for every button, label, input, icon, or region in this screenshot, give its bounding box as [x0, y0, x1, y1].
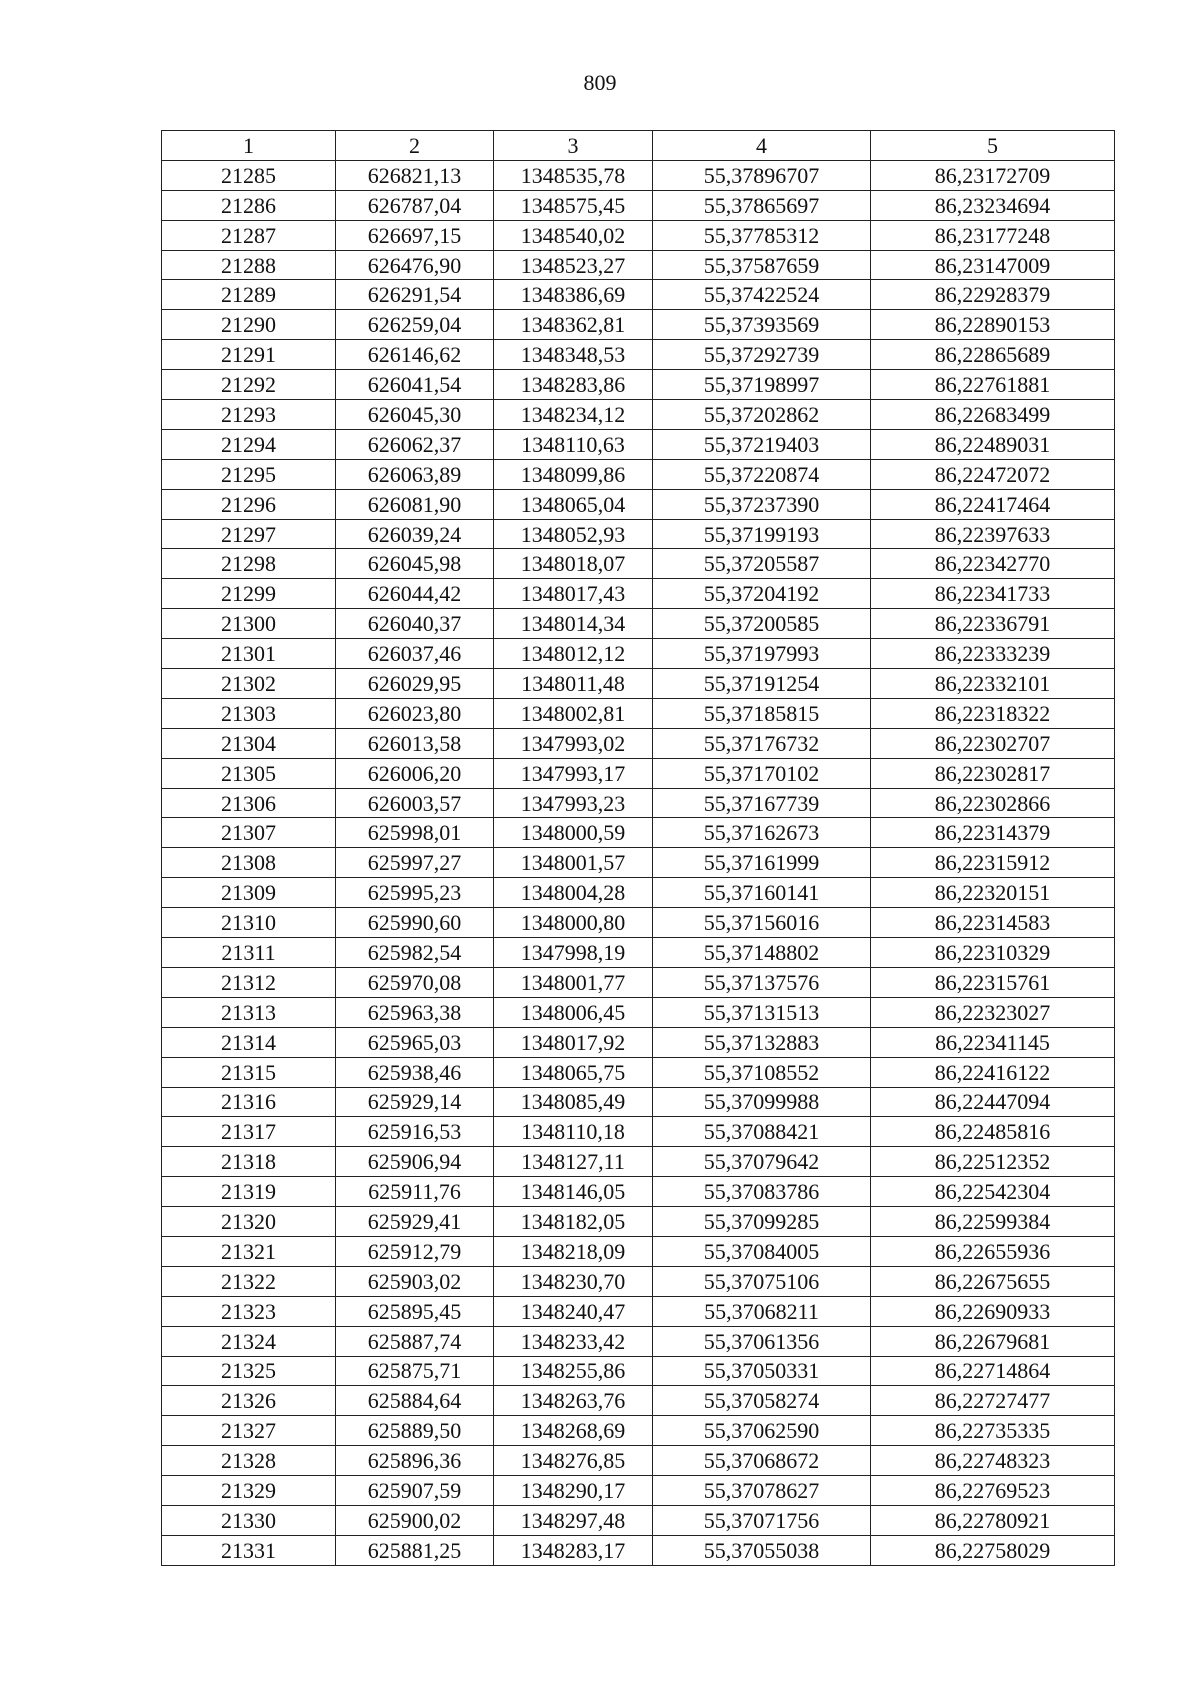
- table-cell-col-2: 625938,46: [336, 1057, 494, 1087]
- table-cell-col-3: 1348182,05: [494, 1207, 653, 1237]
- table-cell-col-1: 21308: [162, 848, 336, 878]
- table-cell-col-3: 1348575,45: [494, 190, 653, 220]
- table-cell-col-4: 55,37162673: [653, 818, 871, 848]
- table-cell-col-4: 55,37161999: [653, 848, 871, 878]
- table-cell-col-5: 86,22489031: [871, 429, 1115, 459]
- table-cell-col-3: 1348052,93: [494, 519, 653, 549]
- table-cell-col-1: 21331: [162, 1535, 336, 1565]
- table-cell-col-1: 21291: [162, 340, 336, 370]
- table-row: [162, 609, 1115, 639]
- table-cell-col-4: 55,37292739: [653, 340, 871, 370]
- table-cell-col-4: 55,37108552: [653, 1057, 871, 1087]
- table-cell-col-2: 625982,54: [336, 938, 494, 968]
- table-cell-col-1: 21299: [162, 579, 336, 609]
- table-cell-col-4: 55,37865697: [653, 190, 871, 220]
- table-cell-col-5: 86,22314583: [871, 908, 1115, 938]
- table-cell-col-4: 55,37422524: [653, 280, 871, 310]
- table-cell-col-1: 21327: [162, 1416, 336, 1446]
- table-cell-col-3: 1348127,11: [494, 1147, 653, 1177]
- header-row: [162, 131, 1115, 161]
- table-cell-col-2: 626003,57: [336, 788, 494, 818]
- table-cell-col-3: 1348283,17: [494, 1535, 653, 1565]
- table-cell-col-5: 86,22397633: [871, 519, 1115, 549]
- table-cell-col-2: 626037,46: [336, 639, 494, 669]
- table-cell-col-5: 86,22318322: [871, 698, 1115, 728]
- table-row: [162, 1057, 1115, 1087]
- table-cell-col-5: 86,22323027: [871, 997, 1115, 1027]
- table-cell-col-4: 55,37202862: [653, 400, 871, 430]
- table-cell-col-2: 626146,62: [336, 340, 494, 370]
- table-cell-col-1: 21286: [162, 190, 336, 220]
- table-cell-col-1: 21293: [162, 400, 336, 430]
- table-cell-col-5: 86,22485816: [871, 1117, 1115, 1147]
- table-cell-col-4: 55,37099285: [653, 1207, 871, 1237]
- table-cell-col-1: 21329: [162, 1476, 336, 1506]
- table-cell-col-3: 1348255,86: [494, 1356, 653, 1386]
- table-cell-col-5: 86,22735335: [871, 1416, 1115, 1446]
- table-cell-col-5: 86,22748323: [871, 1446, 1115, 1476]
- page-number: 809: [583, 70, 617, 95]
- table-row: [162, 1087, 1115, 1117]
- table-cell-col-3: 1348099,86: [494, 459, 653, 489]
- table-cell-col-2: 625884,64: [336, 1386, 494, 1416]
- table-cell-col-3: 1348290,17: [494, 1476, 653, 1506]
- table-cell-col-2: 625875,71: [336, 1356, 494, 1386]
- table-cell-col-1: 21316: [162, 1087, 336, 1117]
- table-row: [162, 1177, 1115, 1207]
- table-cell-col-1: 21301: [162, 639, 336, 669]
- table-cell-col-5: 86,22865689: [871, 340, 1115, 370]
- table-row: [162, 220, 1115, 250]
- table-cell-col-5: 86,22890153: [871, 310, 1115, 340]
- table-cell-col-1: 21309: [162, 878, 336, 908]
- table-cell-col-4: 55,37137576: [653, 967, 871, 997]
- table-cell-col-5: 86,22727477: [871, 1386, 1115, 1416]
- table-cell-col-2: 626787,04: [336, 190, 494, 220]
- table-cell-col-2: 625887,74: [336, 1326, 494, 1356]
- table-cell-col-3: 1348018,07: [494, 549, 653, 579]
- table-cell-col-3: 1348004,28: [494, 878, 653, 908]
- table-cell-col-2: 625970,08: [336, 967, 494, 997]
- table-cell-col-5: 86,22599384: [871, 1207, 1115, 1237]
- table-cell-col-3: 1348535,78: [494, 160, 653, 190]
- table-cell-col-3: 1348234,12: [494, 400, 653, 430]
- table-row: [162, 160, 1115, 190]
- table-cell-col-1: 21297: [162, 519, 336, 549]
- table-cell-col-2: 625911,76: [336, 1177, 494, 1207]
- table-cell-col-5: 86,23172709: [871, 160, 1115, 190]
- table-row: [162, 459, 1115, 489]
- table-cell-col-4: 55,37587659: [653, 250, 871, 280]
- table-cell-col-3: 1348001,77: [494, 967, 653, 997]
- table-header: [162, 131, 1115, 161]
- table-cell-col-3: 1348012,12: [494, 639, 653, 669]
- table-row: [162, 728, 1115, 758]
- table-cell-col-4: 55,37393569: [653, 310, 871, 340]
- table-row: [162, 938, 1115, 968]
- table-cell-col-3: 1348002,81: [494, 698, 653, 728]
- table-cell-col-1: 21298: [162, 549, 336, 579]
- table-row: [162, 280, 1115, 310]
- table-cell-col-1: 21323: [162, 1296, 336, 1326]
- table-cell-col-2: 625900,02: [336, 1505, 494, 1535]
- table-cell-col-1: 21322: [162, 1266, 336, 1296]
- table-cell-col-4: 55,37191254: [653, 669, 871, 699]
- table-cell-col-4: 55,37170102: [653, 758, 871, 788]
- table-cell-col-5: 86,22302866: [871, 788, 1115, 818]
- table-cell-col-2: 625903,02: [336, 1266, 494, 1296]
- table-cell-col-2: 625998,01: [336, 818, 494, 848]
- table-cell-col-4: 55,37156016: [653, 908, 871, 938]
- table-cell-col-3: 1348268,69: [494, 1416, 653, 1446]
- table-row: [162, 1356, 1115, 1386]
- table-cell-col-2: 625906,94: [336, 1147, 494, 1177]
- table-cell-col-3: 1348540,02: [494, 220, 653, 250]
- table-cell-col-4: 55,37896707: [653, 160, 871, 190]
- table-cell-col-2: 626029,95: [336, 669, 494, 699]
- table-cell-col-4: 55,37160141: [653, 878, 871, 908]
- table-cell-col-4: 55,37205587: [653, 549, 871, 579]
- table-cell-col-4: 55,37075106: [653, 1266, 871, 1296]
- table-cell-col-1: 21307: [162, 818, 336, 848]
- table-row: [162, 250, 1115, 280]
- table-cell-col-1: 21289: [162, 280, 336, 310]
- table-cell-col-4: 55,37185815: [653, 698, 871, 728]
- table-cell-col-3: 1348283,86: [494, 370, 653, 400]
- table-cell-col-4: 55,37083786: [653, 1177, 871, 1207]
- table-cell-col-4: 55,37197993: [653, 639, 871, 669]
- table-cell-col-5: 86,22341733: [871, 579, 1115, 609]
- table-cell-col-1: 21314: [162, 1027, 336, 1057]
- table-cell-col-3: 1348218,09: [494, 1236, 653, 1266]
- table-cell-col-2: 625929,14: [336, 1087, 494, 1117]
- table-cell-col-4: 55,37131513: [653, 997, 871, 1027]
- table-cell-col-2: 626013,58: [336, 728, 494, 758]
- table-cell-col-4: 55,37058274: [653, 1386, 871, 1416]
- table-cell-col-1: 21294: [162, 429, 336, 459]
- table-row: [162, 1147, 1115, 1177]
- table-cell-col-1: 21321: [162, 1236, 336, 1266]
- table-cell-col-3: 1348085,49: [494, 1087, 653, 1117]
- table-cell-col-2: 626044,42: [336, 579, 494, 609]
- table-cell-col-3: 1347993,02: [494, 728, 653, 758]
- table-cell-col-2: 625997,27: [336, 848, 494, 878]
- table-cell-col-4: 55,37078627: [653, 1476, 871, 1506]
- table-row: [162, 489, 1115, 519]
- table-cell-col-3: 1348011,48: [494, 669, 653, 699]
- table-row: [162, 967, 1115, 997]
- table-cell-col-1: 21315: [162, 1057, 336, 1087]
- table-cell-col-2: 626039,24: [336, 519, 494, 549]
- table-row: [162, 1446, 1115, 1476]
- table-cell-col-5: 86,22714864: [871, 1356, 1115, 1386]
- table-row: [162, 1535, 1115, 1565]
- table-cell-col-1: 21288: [162, 250, 336, 280]
- table-row: [162, 878, 1115, 908]
- table-cell-col-4: 55,37088421: [653, 1117, 871, 1147]
- table-cell-col-4: 55,37198997: [653, 370, 871, 400]
- table-cell-col-3: 1348006,45: [494, 997, 653, 1027]
- column-header-3: 3: [494, 131, 653, 161]
- table-cell-col-5: 86,22447094: [871, 1087, 1115, 1117]
- table-cell-col-5: 86,22683499: [871, 400, 1115, 430]
- table-cell-col-3: 1348362,81: [494, 310, 653, 340]
- table-cell-col-5: 86,22769523: [871, 1476, 1115, 1506]
- table-cell-col-4: 55,37050331: [653, 1356, 871, 1386]
- table-row: [162, 1296, 1115, 1326]
- table-cell-col-4: 55,37062590: [653, 1416, 871, 1446]
- table-cell-col-4: 55,37204192: [653, 579, 871, 609]
- table-cell-col-5: 86,22315761: [871, 967, 1115, 997]
- table-cell-col-3: 1348017,92: [494, 1027, 653, 1057]
- table-cell-col-2: 626041,54: [336, 370, 494, 400]
- table-cell-col-5: 86,22315912: [871, 848, 1115, 878]
- table-cell-col-5: 86,22416122: [871, 1057, 1115, 1087]
- table-row: [162, 370, 1115, 400]
- table-cell-col-1: 21317: [162, 1117, 336, 1147]
- table-cell-col-2: 626476,90: [336, 250, 494, 280]
- table-row: [162, 579, 1115, 609]
- table-cell-col-5: 86,22302707: [871, 728, 1115, 758]
- table-cell-col-3: 1347993,17: [494, 758, 653, 788]
- table-cell-col-3: 1348276,85: [494, 1446, 653, 1476]
- column-header-4: 4: [653, 131, 871, 161]
- table-cell-col-2: 625995,23: [336, 878, 494, 908]
- table-cell-col-5: 86,22320151: [871, 878, 1115, 908]
- table-cell-col-5: 86,23234694: [871, 190, 1115, 220]
- table-cell-col-5: 86,22928379: [871, 280, 1115, 310]
- table-cell-col-2: 626063,89: [336, 459, 494, 489]
- table-cell-col-3: 1348263,76: [494, 1386, 653, 1416]
- table-cell-col-1: 21310: [162, 908, 336, 938]
- table-cell-col-4: 55,37068672: [653, 1446, 871, 1476]
- table-row: [162, 1207, 1115, 1237]
- table-cell-col-2: 626821,13: [336, 160, 494, 190]
- table-cell-col-2: 625990,60: [336, 908, 494, 938]
- table-cell-col-5: 86,22302817: [871, 758, 1115, 788]
- table-row: [162, 1266, 1115, 1296]
- table-cell-col-2: 625881,25: [336, 1535, 494, 1565]
- table-cell-col-4: 55,37237390: [653, 489, 871, 519]
- table-cell-col-4: 55,37199193: [653, 519, 871, 549]
- table-row: [162, 400, 1115, 430]
- table-cell-col-2: 626045,98: [336, 549, 494, 579]
- table-cell-col-4: 55,37220874: [653, 459, 871, 489]
- table-cell-col-1: 21311: [162, 938, 336, 968]
- table-cell-col-3: 1348230,70: [494, 1266, 653, 1296]
- table-cell-col-5: 86,22472072: [871, 459, 1115, 489]
- table-cell-col-4: 55,37132883: [653, 1027, 871, 1057]
- table-cell-col-4: 55,37068211: [653, 1296, 871, 1326]
- table-cell-col-2: 625907,59: [336, 1476, 494, 1506]
- table-cell-col-3: 1348523,27: [494, 250, 653, 280]
- table-cell-col-4: 55,37084005: [653, 1236, 871, 1266]
- table-cell-col-2: 626040,37: [336, 609, 494, 639]
- table-cell-col-3: 1348146,05: [494, 1177, 653, 1207]
- table-cell-col-1: 21304: [162, 728, 336, 758]
- table-cell-col-1: 21302: [162, 669, 336, 699]
- table-cell-col-4: 55,37200585: [653, 609, 871, 639]
- table-row: [162, 310, 1115, 340]
- table-cell-col-2: 626081,90: [336, 489, 494, 519]
- table-cell-col-5: 86,22332101: [871, 669, 1115, 699]
- table-cell-col-2: 625916,53: [336, 1117, 494, 1147]
- table-cell-col-3: 1348001,57: [494, 848, 653, 878]
- table-cell-col-4: 55,37079642: [653, 1147, 871, 1177]
- table-cell-col-2: 625963,38: [336, 997, 494, 1027]
- table-cell-col-2: 626006,20: [336, 758, 494, 788]
- table-cell-col-3: 1348000,59: [494, 818, 653, 848]
- table-cell-col-1: 21312: [162, 967, 336, 997]
- table-cell-col-3: 1348017,43: [494, 579, 653, 609]
- table-cell-col-2: 626045,30: [336, 400, 494, 430]
- table-cell-col-4: 55,37071756: [653, 1505, 871, 1535]
- table-cell-col-1: 21318: [162, 1147, 336, 1177]
- table-cell-col-3: 1348065,75: [494, 1057, 653, 1087]
- table-cell-col-1: 21330: [162, 1505, 336, 1535]
- table-cell-col-5: 86,22512352: [871, 1147, 1115, 1177]
- table-cell-col-3: 1348348,53: [494, 340, 653, 370]
- table-cell-col-3: 1347993,23: [494, 788, 653, 818]
- table-cell-col-3: 1348297,48: [494, 1505, 653, 1535]
- table-row: [162, 519, 1115, 549]
- table-cell-col-3: 1348240,47: [494, 1296, 653, 1326]
- table-cell-col-5: 86,22675655: [871, 1266, 1115, 1296]
- table-cell-col-5: 86,22690933: [871, 1296, 1115, 1326]
- table-body: [162, 160, 1115, 1565]
- table-cell-col-5: 86,23147009: [871, 250, 1115, 280]
- table-cell-col-5: 86,22758029: [871, 1535, 1115, 1565]
- table-cell-col-5: 86,22679681: [871, 1326, 1115, 1356]
- table-row: [162, 1505, 1115, 1535]
- table-cell-col-5: 86,22342770: [871, 549, 1115, 579]
- table-cell-col-1: 21313: [162, 997, 336, 1027]
- table-row: [162, 429, 1115, 459]
- table-cell-col-4: 55,37061356: [653, 1326, 871, 1356]
- table-cell-col-1: 21295: [162, 459, 336, 489]
- table-cell-col-3: 1348233,42: [494, 1326, 653, 1356]
- table-cell-col-5: 86,22542304: [871, 1177, 1115, 1207]
- table-cell-col-4: 55,37148802: [653, 938, 871, 968]
- table-cell-col-2: 626062,37: [336, 429, 494, 459]
- table-row: [162, 669, 1115, 699]
- table-row: [162, 1386, 1115, 1416]
- table-row: [162, 1236, 1115, 1266]
- table-row: [162, 190, 1115, 220]
- table-cell-col-2: 626259,04: [336, 310, 494, 340]
- table-cell-col-1: 21285: [162, 160, 336, 190]
- table-cell-col-1: 21320: [162, 1207, 336, 1237]
- table-cell-col-4: 55,37099988: [653, 1087, 871, 1117]
- table-cell-col-1: 21326: [162, 1386, 336, 1416]
- table-cell-col-2: 625965,03: [336, 1027, 494, 1057]
- table-row: [162, 698, 1115, 728]
- column-header-5: 5: [871, 131, 1115, 161]
- table-row: [162, 1326, 1115, 1356]
- table-cell-col-4: 55,37219403: [653, 429, 871, 459]
- table-cell-col-2: 625929,41: [336, 1207, 494, 1237]
- table-cell-col-2: 625912,79: [336, 1236, 494, 1266]
- table-cell-col-3: 1348110,63: [494, 429, 653, 459]
- table-cell-col-1: 21303: [162, 698, 336, 728]
- table-cell-col-2: 626291,54: [336, 280, 494, 310]
- table-cell-col-5: 86,22761881: [871, 370, 1115, 400]
- table-row: [162, 997, 1115, 1027]
- column-header-1: 1: [162, 131, 336, 161]
- table-row: [162, 908, 1115, 938]
- table-cell-col-1: 21324: [162, 1326, 336, 1356]
- table-cell-col-5: 86,22314379: [871, 818, 1115, 848]
- table-cell-col-4: 55,37785312: [653, 220, 871, 250]
- table-cell-col-3: 1348386,69: [494, 280, 653, 310]
- table-cell-col-1: 21328: [162, 1446, 336, 1476]
- table-cell-col-1: 21319: [162, 1177, 336, 1207]
- table-cell-col-2: 625889,50: [336, 1416, 494, 1446]
- table-row: [162, 1117, 1115, 1147]
- table-row: [162, 549, 1115, 579]
- table-row: [162, 818, 1115, 848]
- table-row: [162, 848, 1115, 878]
- table-cell-col-1: 21325: [162, 1356, 336, 1386]
- table-cell-col-3: 1347998,19: [494, 938, 653, 968]
- table-cell-col-5: 86,22655936: [871, 1236, 1115, 1266]
- table-cell-col-5: 86,22336791: [871, 609, 1115, 639]
- table-row: [162, 1027, 1115, 1057]
- table-cell-col-1: 21290: [162, 310, 336, 340]
- table-cell-col-4: 55,37167739: [653, 788, 871, 818]
- table-row: [162, 1476, 1115, 1506]
- table-cell-col-1: 21306: [162, 788, 336, 818]
- table-cell-col-3: 1348065,04: [494, 489, 653, 519]
- table-cell-col-2: 625896,36: [336, 1446, 494, 1476]
- table-cell-col-4: 55,37055038: [653, 1535, 871, 1565]
- column-header-2: 2: [336, 131, 494, 161]
- table-cell-col-5: 86,22417464: [871, 489, 1115, 519]
- table-row: [162, 639, 1115, 669]
- table-cell-col-5: 86,22341145: [871, 1027, 1115, 1057]
- table-cell-col-2: 625895,45: [336, 1296, 494, 1326]
- table-cell-col-1: 21296: [162, 489, 336, 519]
- table-row: [162, 758, 1115, 788]
- table-cell-col-3: 1348110,18: [494, 1117, 653, 1147]
- table-row: [162, 788, 1115, 818]
- table-cell-col-3: 1348000,80: [494, 908, 653, 938]
- table-cell-col-3: 1348014,34: [494, 609, 653, 639]
- coordinates-table: [161, 130, 1115, 1566]
- table-cell-col-5: 86,22780921: [871, 1505, 1115, 1535]
- table-row: [162, 340, 1115, 370]
- table-cell-col-2: 626023,80: [336, 698, 494, 728]
- table-cell-col-1: 21305: [162, 758, 336, 788]
- table-cell-col-5: 86,23177248: [871, 220, 1115, 250]
- table-cell-col-5: 86,22310329: [871, 938, 1115, 968]
- table-cell-col-5: 86,22333239: [871, 639, 1115, 669]
- table-cell-col-1: 21287: [162, 220, 336, 250]
- table-cell-col-2: 626697,15: [336, 220, 494, 250]
- table-cell-col-1: 21300: [162, 609, 336, 639]
- table-cell-col-4: 55,37176732: [653, 728, 871, 758]
- table-row: [162, 1416, 1115, 1446]
- table-cell-col-1: 21292: [162, 370, 336, 400]
